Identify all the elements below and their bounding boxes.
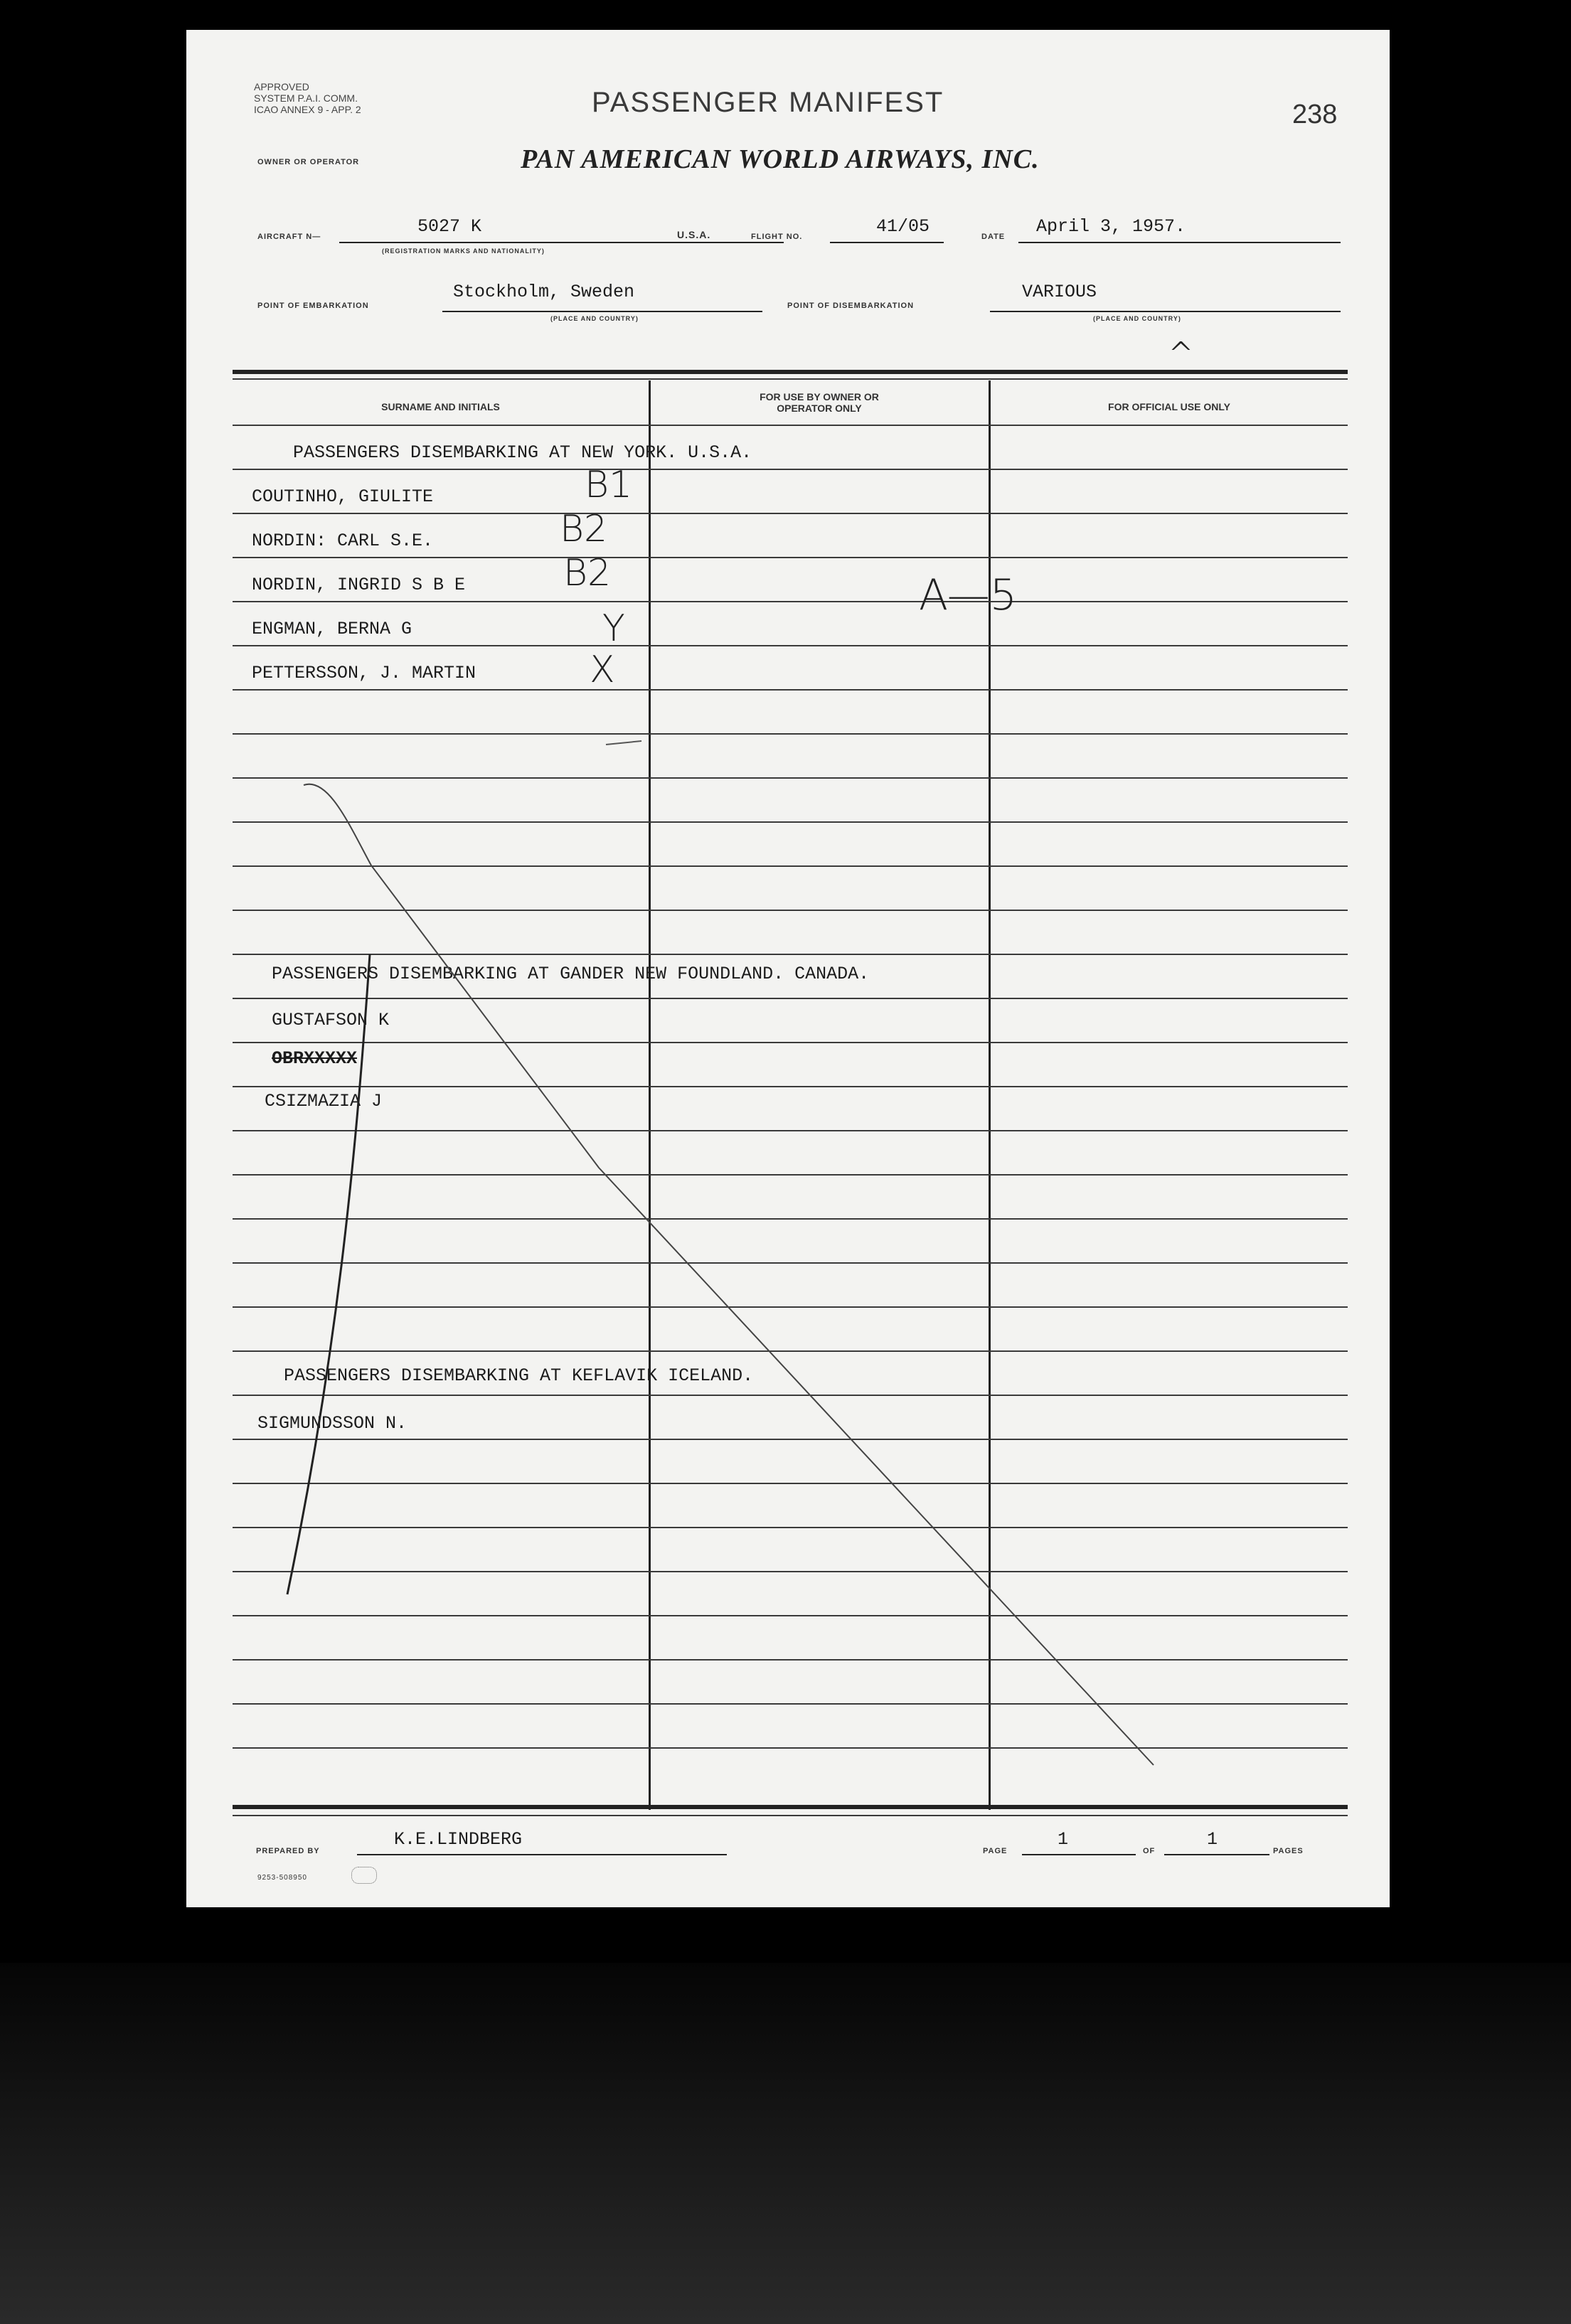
usa-label: U.S.A.: [677, 229, 711, 240]
scribble-stroke: [606, 741, 641, 745]
embark-sublabel: (PLACE AND COUNTRY): [550, 315, 639, 322]
handwritten-mark: Y: [602, 607, 625, 650]
pen-strokes: [186, 30, 1390, 1907]
passenger-entry: NORDIN, INGRID S B E: [252, 575, 466, 595]
passenger-entry: CSIZMAZIA J: [265, 1091, 383, 1112]
form-note-line: SYSTEM P.A.I. COMM.: [254, 92, 358, 104]
of-label: OF: [1143, 1847, 1156, 1855]
owner-label: OWNER OR OPERATOR: [257, 158, 360, 166]
owner-value: PAN AMERICAN WORLD AIRWAYS, INC.: [521, 144, 1040, 174]
column-header-surname: SURNAME AND INITIALS: [381, 401, 500, 412]
passenger-entry: ENGMAN, BERNA G: [252, 619, 412, 639]
page-label: PAGE: [983, 1847, 1008, 1855]
table-bottom-rule-2: [233, 1815, 1348, 1816]
form-note-line: APPROVED: [254, 81, 309, 92]
handwritten-mark: B1: [585, 464, 633, 506]
page-number: 238: [1292, 100, 1338, 129]
pages-label: PAGES: [1273, 1847, 1304, 1855]
vertical-bracket-stroke: [287, 954, 370, 1594]
prepared-value: K.E.LINDBERG: [394, 1829, 523, 1850]
aircraft-label: AIRCRAFT N—: [257, 233, 321, 241]
flight-value: 41/05: [876, 216, 930, 237]
handwritten-caret: ^: [1168, 336, 1194, 372]
table-bottom-rule: [233, 1805, 1348, 1809]
handwritten-official-mark: A—5: [919, 570, 1017, 620]
passenger-entry-struck: OBRXXXXX: [272, 1048, 358, 1069]
section-heading-keflavik: PASSENGERS DISEMBARKING AT KEFLAVIK ICELAND.: [284, 1365, 754, 1386]
flight-label: FLIGHT NO.: [751, 233, 803, 241]
page-value: 1: [1058, 1829, 1069, 1850]
date-value: April 3, 1957.: [1036, 216, 1186, 237]
page-underline: [1022, 1854, 1136, 1855]
prepared-label: PREPARED BY: [256, 1847, 320, 1855]
embark-label: POINT OF EMBARKATION: [257, 302, 369, 310]
passenger-entry: NORDIN: CARL S.E.: [252, 531, 434, 551]
of-value: 1: [1207, 1829, 1218, 1850]
disembark-sublabel: (PLACE AND COUNTRY): [1093, 315, 1181, 322]
passenger-entry: GUSTAFSON K: [272, 1010, 390, 1030]
section-heading-gander: PASSENGERS DISEMBARKING AT GANDER NEW FOUNDLAND. CANADA.: [272, 964, 870, 984]
aircraft-sublabel: (REGISTRATION MARKS AND NATIONALITY): [382, 247, 545, 255]
handwritten-mark: B2: [563, 552, 612, 595]
form-code: 9253-508950: [257, 1874, 307, 1882]
printer-mark: [351, 1867, 377, 1884]
handwritten-mark: X: [590, 649, 615, 691]
disembark-value: VARIOUS: [1022, 282, 1097, 302]
passenger-entry: SIGMUNDSSON N.: [257, 1413, 408, 1434]
passenger-entry: PETTERSSON, J. MARTIN: [252, 663, 476, 683]
prepared-underline: [357, 1854, 727, 1855]
section-heading-new-york: PASSENGERS DISEMBARKING AT NEW YORK. U.S.A.: [293, 442, 752, 463]
embark-value: Stockholm, Sweden: [453, 282, 635, 302]
column-header-owner: FOR USE BY OWNER OR OPERATOR ONLY: [760, 391, 879, 414]
manifest-sheet: [186, 30, 1390, 1907]
form-note-line: ICAO ANNEX 9 - APP. 2: [254, 104, 361, 115]
passenger-entry: COUTINHO, GIULITE: [252, 486, 434, 507]
aircraft-value: 5027 K: [417, 216, 482, 237]
of-underline: [1164, 1854, 1269, 1855]
date-label: DATE: [981, 233, 1006, 241]
disembark-label: POINT OF DISEMBARKATION: [787, 302, 915, 310]
film-background: [0, 1963, 1571, 2324]
manifest-title: PASSENGER MANIFEST: [592, 87, 944, 118]
handwritten-mark: B2: [560, 508, 608, 550]
column-header-official: FOR OFFICIAL USE ONLY: [1108, 401, 1230, 412]
diagonal-cancel-stroke: [304, 784, 1154, 1765]
